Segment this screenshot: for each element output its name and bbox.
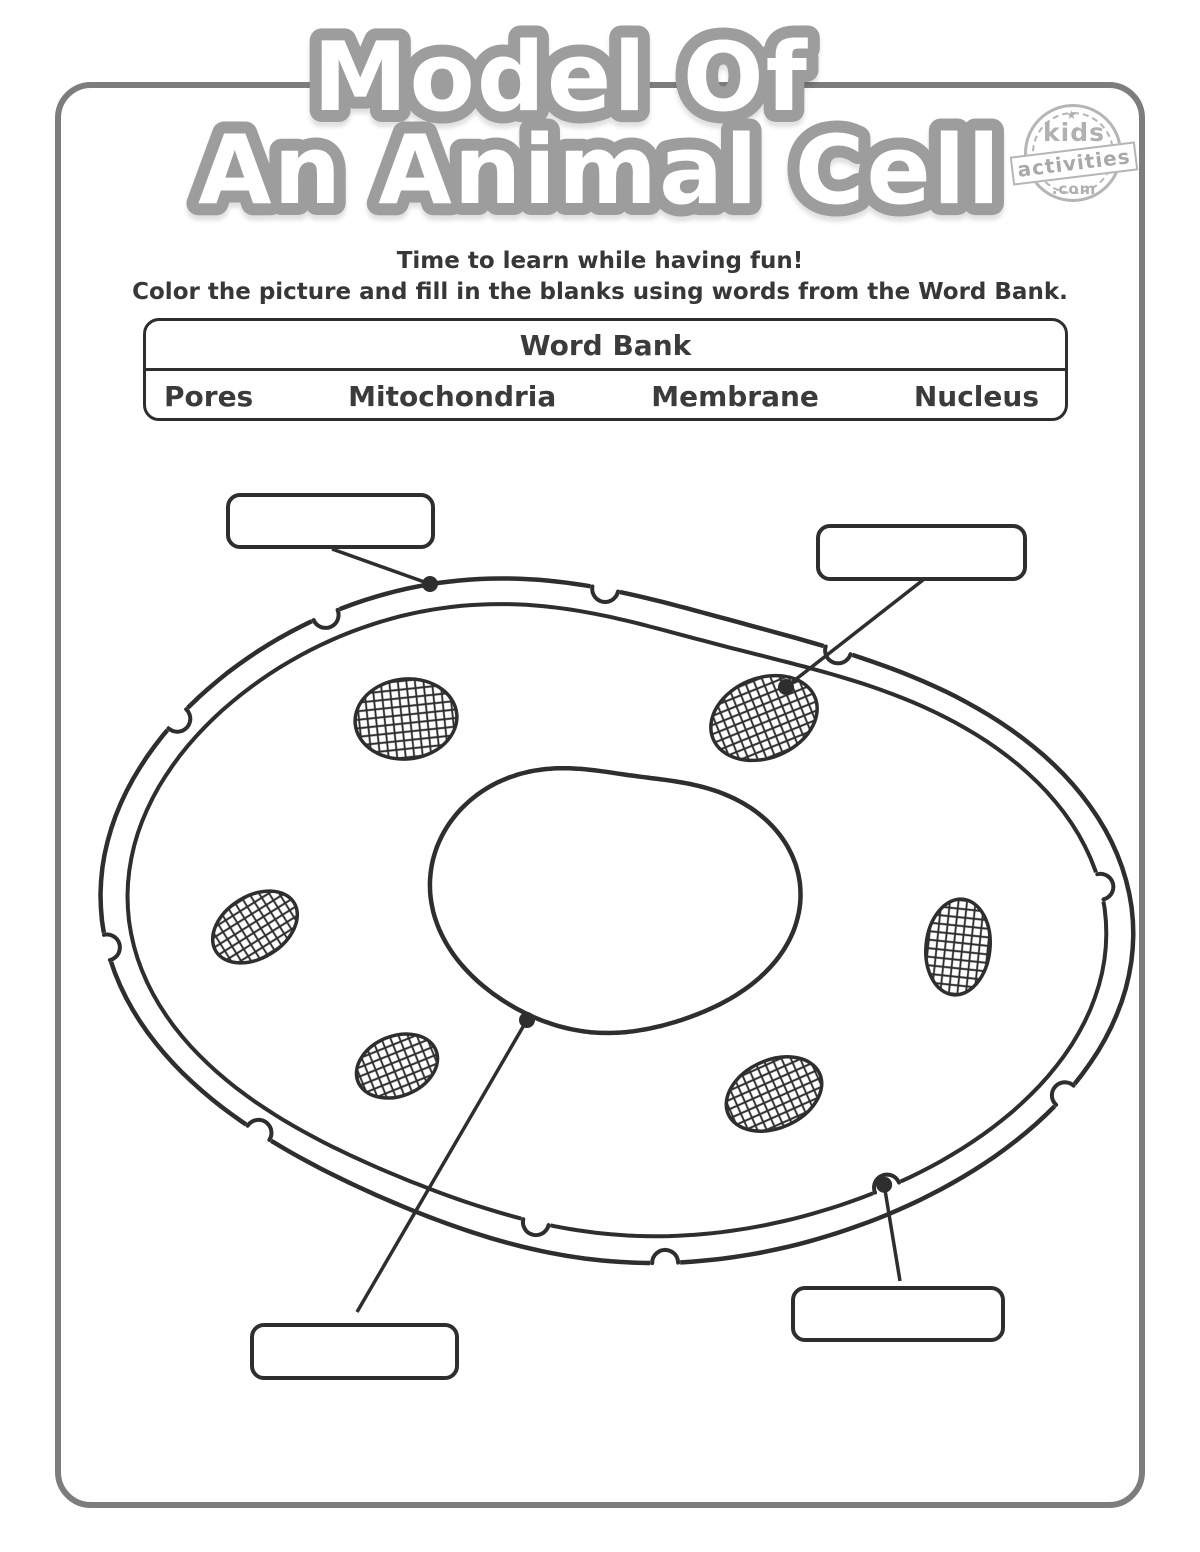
- title-line-1: Model Of: [313, 23, 809, 133]
- word-bank-header: Word Bank: [519, 329, 692, 362]
- logo-word-activities: activities: [1010, 141, 1139, 185]
- answer-box-mitochondria[interactable]: [818, 526, 1025, 579]
- membrane-pore: [652, 1250, 678, 1263]
- instructions-line-1: Time to learn while having fun!: [396, 248, 804, 274]
- star-icon: ★: [1066, 108, 1077, 122]
- leader-line-membrane: [332, 549, 430, 584]
- answer-box-pores[interactable]: [793, 1288, 1003, 1340]
- answer-box-membrane[interactable]: [228, 495, 433, 547]
- word-pores: Pores: [164, 379, 254, 413]
- answer-box-nucleus[interactable]: [252, 1325, 457, 1378]
- instructions-line-2: Color the picture and fill in the blanks using words from the Word Bank.: [132, 279, 1068, 306]
- logo-word-com: .com: [1051, 180, 1097, 198]
- leader-dot-membrane: [422, 576, 438, 592]
- word-membrane: Membrane: [651, 379, 819, 413]
- leader-dot-pores: [876, 1177, 892, 1193]
- leader-dot-mitochondria: [778, 679, 794, 695]
- leader-dot-nucleus: [519, 1012, 535, 1028]
- logo-word-kids: kids: [1043, 118, 1105, 147]
- title-line-2: An Animal Cell: [198, 116, 1002, 226]
- word-mitochondria: Mitochondria: [348, 379, 557, 413]
- word-nucleus: Nucleus: [913, 379, 1039, 413]
